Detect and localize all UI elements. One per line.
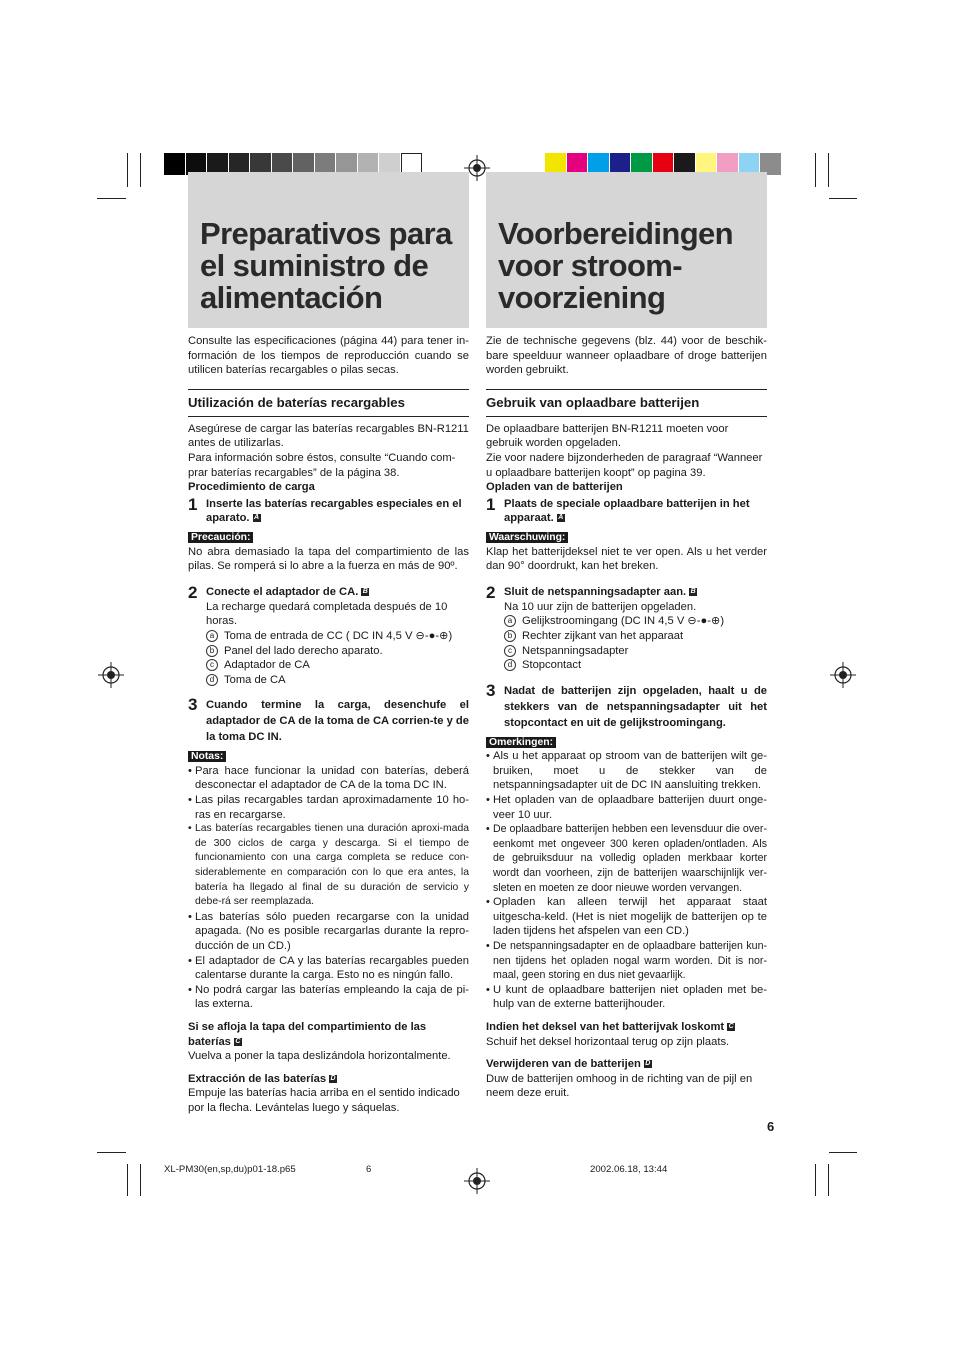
section-heading: Utilización de baterías recargables — [188, 389, 469, 414]
footer-file: XL-PM30(en,sp,du)p01-18.p65 — [164, 1164, 296, 1175]
crop-mark — [828, 153, 829, 187]
list-item: a Toma de entrada de CC ( DC IN 4,5 V ⊖-●-⊕) — [188, 629, 469, 644]
list-item: • No podrá cargar las baterías empleando la caja de pi-las externa. — [188, 983, 469, 1012]
title-box-spanish — [188, 172, 469, 328]
paragraph: De oplaadbare batterijen BN-R1211 moeten voor gebruik worden opgeladen. — [486, 422, 729, 450]
intro-text: Zie de technische gegevens (blz. 44) voor de beschik-bare speelduur wanneer oplaadbare of droge batterijen worden gebruikt. — [486, 335, 767, 377]
list-item: • Las baterías sólo pueden recargarse con la unidad apagada. (No es posible recargarlas durante la repro-ducción de un CD.) — [188, 910, 469, 954]
paragraph: Empuje las baterías hacia arriba en el sentido indicado por la flecha. Levántelas luego y sáquelas. — [188, 1087, 460, 1114]
step-number: 2 — [188, 582, 198, 602]
crop-mark — [829, 1152, 857, 1153]
step-text: Nadat de batterijen zijn opgeladen, haalt u de stekkers van de netspanningsadapter uit het stopcontact en uit de gelijkstroomingang. — [504, 684, 767, 729]
divider — [486, 416, 767, 417]
list-item: b Rechter zijkant van het apparaat — [486, 629, 767, 644]
step-1 — [486, 494, 767, 526]
step-number: 3 — [486, 680, 496, 700]
subheading: Indien het deksel van het batterijvak loskomt — [486, 1020, 725, 1033]
step-text: Sluit de netspanningsadapter aan. — [504, 585, 687, 598]
figure-ref: A — [558, 514, 564, 522]
crop-mark — [127, 1164, 128, 1196]
paragraph: Schuif het deksel horizontaal terug op zijn plaats. — [486, 1035, 730, 1048]
section-heading: Gebruik van oplaadbare batterijen — [486, 389, 767, 414]
figure-ref: C — [728, 1023, 734, 1031]
list-item: b Panel del lado derecho aparato. — [188, 644, 469, 659]
divider — [188, 416, 469, 417]
list-item: • Las baterías recargables tienen una duración aproxi-mada de 300 ciclos de carga y descarga. Si el tiempo de funcionamiento con una carga completa se reduce con-siderablemente en comparación con lo que era antes, la batería ha llegado al final de su duración de servicio y debe-rá ser reemplazada. — [188, 822, 469, 910]
list-item: • De netspanningsadapter en de oplaadbare batterijen kun-nen tijdens het opladen nogal warm worden. Dit is nor-maal, geen storing en dus niet gevaarlijk. — [486, 939, 767, 983]
list-item: d Stopcontact — [486, 658, 767, 673]
list-item: • El adaptador de CA y las baterías recargables pueden calentarse durante la carga. Esto no es ningún fallo. — [188, 954, 469, 983]
step-text: Inserte las baterías recargables especiales en el aparato. — [206, 497, 462, 525]
notes-label: Notas: — [188, 751, 226, 762]
list-item: c Adaptador de CA — [188, 658, 469, 673]
list-item: • Opladen kan alleen terwijl het apparaat staat uitgescha-keld. (Het is niet mogelijk de batterijen op te laden tijdens het afspelen van een CD.) — [486, 895, 767, 939]
crop-mark — [815, 153, 816, 187]
notes-label: Omerkingen: — [486, 737, 556, 748]
figure-ref: B — [690, 587, 696, 595]
caution-label: Waarschuwing: — [486, 532, 568, 543]
step-3 — [486, 680, 767, 731]
page-number: 6 — [767, 1119, 775, 1134]
subheading: Si se afloja la tapa del compartimiento de las baterías — [188, 1020, 427, 1048]
page-title-dutch: Voorbereidingen voor stroom- voorziening — [498, 216, 734, 315]
caution-text: No abra demasiado la tapa del compartimiento de las pilas. Se romperá si lo abre a la fuerza en más de 90º. — [188, 545, 469, 573]
step-3 — [188, 697, 469, 745]
registration-mark-icon — [98, 662, 124, 688]
paragraph: Para información sobre éstos, consulte “Cuando com-prar baterías recargables” de la página 38. — [188, 451, 456, 479]
page-title-spanish: Preparativos para el suministro de alimentación — [200, 216, 452, 315]
step-1 — [188, 494, 469, 526]
figure-ref: C — [235, 1037, 241, 1045]
paragraph: Asegúrese de cargar las baterías recargables BN-R1211 antes de utilizarlas. — [188, 422, 469, 450]
footer-date: 2002.06.18, 13:44 — [590, 1164, 668, 1175]
step-note: La recharge quedará completada después de 10 horas. — [206, 600, 448, 628]
caution-text: Klap het batterijdeksel niet te ver open. Als u het verder dan 90° doordrukt, kan het breken. — [486, 545, 767, 573]
list-item: • Als u het apparaat op stroom van de batterijen wilt ge-bruiken, moet u de stekker van de netspanningsadapter uit de DC IN aansluiting trekken. — [486, 749, 767, 793]
step-number: 1 — [486, 494, 496, 514]
step-text: Cuando termine la carga, desenchufe el adaptador de CA de la toma de CA corrien-te y de la toma DC IN. — [206, 699, 469, 744]
subheading: Verwijderen van de batterijen — [486, 1058, 641, 1071]
figure-ref: A — [254, 514, 260, 522]
procedure-heading: Procedimiento de carga — [188, 481, 315, 494]
crop-mark — [140, 1164, 141, 1196]
crop-mark — [127, 153, 128, 187]
caution-label: Precaución: — [188, 532, 253, 543]
paragraph: Zie voor nadere bijzonderheden de paragraaf “Wanneer u oplaadbare batterijen koopt” op pagina 39. — [486, 451, 763, 479]
footer-page: 6 — [366, 1164, 372, 1175]
figure-ref: B — [362, 587, 368, 595]
notes-list — [486, 749, 767, 1012]
intro-text: Consulte las especificaciones (página 44) para tener in-formación de los tiempos de reproducción cuando se utilicen baterías recargables o pilas secas. — [188, 335, 469, 377]
crop-mark — [828, 1164, 829, 1196]
list-item: a Gelijkstroomingang (DC IN 4,5 V ⊖-●-⊕) — [486, 614, 767, 629]
subheading: Extracción de las baterías — [188, 1072, 327, 1085]
step-2 — [188, 582, 469, 602]
parts-list — [188, 629, 469, 687]
step-number: 2 — [486, 582, 496, 602]
list-item: • Para hace funcionar la unidad con baterías, deberá desconectar el adaptador de CA de la toma DC IN. — [188, 764, 469, 793]
color-swatch — [164, 153, 186, 175]
column-dutch — [486, 334, 767, 1101]
step-number: 1 — [188, 494, 198, 514]
step-number: 3 — [188, 695, 198, 715]
list-item: d Toma de CA — [188, 673, 469, 688]
crop-mark — [829, 198, 857, 199]
paragraph: Duw de batterijen omhoog in de richting van de pijl en neem deze eruit. — [486, 1072, 753, 1100]
step-2 — [486, 582, 767, 602]
crop-mark — [815, 1164, 816, 1196]
step-text: Conecte el adaptador de CA. — [206, 585, 359, 598]
list-item: c Netspanningsadapter — [486, 644, 767, 659]
procedure-heading: Opladen van de batterijen — [486, 481, 623, 494]
paragraph: Vuelva a poner la tapa deslizándola horizontalmente. — [188, 1050, 451, 1063]
list-item: • U kunt de oplaadbare batterijen niet opladen met be-hulp van de externe batterijhouder. — [486, 983, 767, 1012]
list-item: • Het opladen van de oplaadbare batterijen duurt onge-veer 10 uur. — [486, 793, 767, 822]
title-box-dutch — [486, 172, 767, 328]
list-item: • De oplaadbare batterijen hebben een levensduur die over-eenkomt met ongeveer 300 keren opladen/ontladen. Als de gebruiksduur na volledig opladen merkbaar korter wordt dan voorheen, zijn de batterijen waarschijnlijk ver-sleten en moeten ze door nieuwe worden vervangen. — [486, 822, 767, 895]
notes-list — [188, 764, 469, 1012]
column-spanish — [188, 334, 469, 1116]
figure-ref: D — [645, 1060, 651, 1068]
crop-mark — [140, 153, 141, 187]
figure-ref: D — [330, 1074, 336, 1082]
crop-mark — [97, 198, 126, 199]
parts-list — [486, 614, 767, 672]
step-text: Plaats de speciale oplaadbare batterijen in het apparaat. — [504, 497, 750, 525]
step-note: Na 10 uur zijn de batterijen opgeladen. — [504, 600, 697, 613]
registration-mark-icon — [830, 662, 856, 688]
registration-mark-icon — [464, 1168, 490, 1194]
crop-mark — [97, 1152, 126, 1153]
list-item: • Las pilas recargables tardan aproximadamente 10 ho-ras en recargarse. — [188, 793, 469, 822]
